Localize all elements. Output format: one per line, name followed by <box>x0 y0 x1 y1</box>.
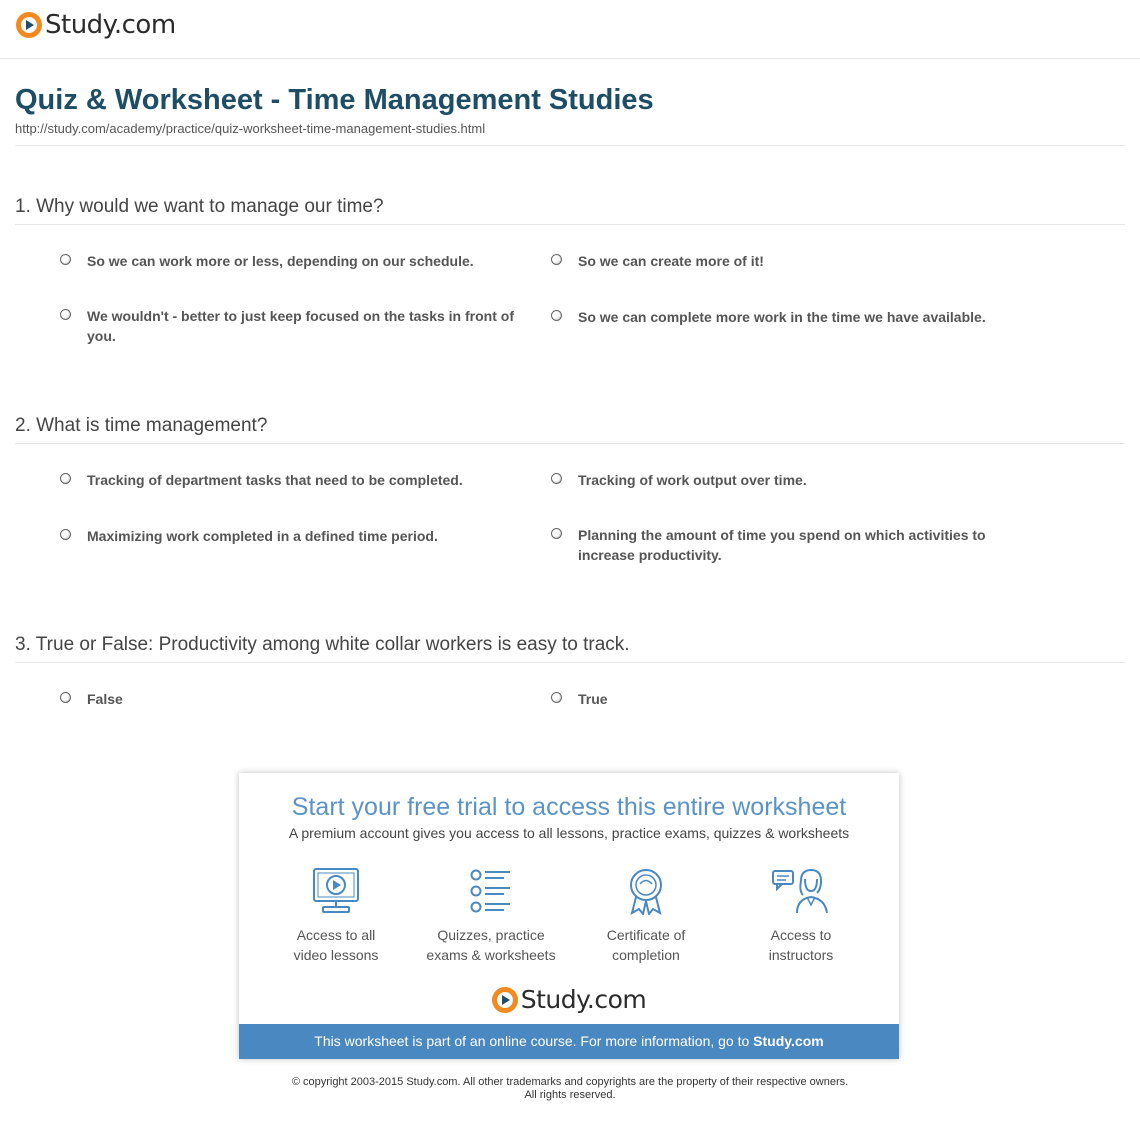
radio-button[interactable] <box>551 692 562 703</box>
quiz-list-icon <box>466 867 516 915</box>
header-divider <box>0 58 1140 59</box>
copyright-line1: © copyright 2003-2015 Study.com. All other trademarks and copyrights are the property of their respective owners. <box>291 1076 849 1088</box>
feature-label-line1: Certificate of <box>606 927 686 943</box>
title-divider <box>15 145 1125 146</box>
course-info-bar <box>239 1024 899 1059</box>
copyright-line2: All rights reserved. <box>524 1089 616 1101</box>
question-text: 3. True or False: Productivity among white collar workers is easy to track. <box>15 634 1125 663</box>
feature-label-line2: video lessons <box>293 947 379 963</box>
question-2 <box>15 415 1125 563</box>
answer-option[interactable] <box>551 470 1031 490</box>
feature-label-line1: Access to all <box>296 927 376 943</box>
answer-text: So we can work more or less, depending on our schedule. <box>87 253 474 269</box>
question-text: 2. What is time management? <box>15 415 1125 444</box>
logo-text: Study.com <box>45 10 176 40</box>
page-title: Quiz & Worksheet - Time Management Studies <box>15 84 654 116</box>
answer-option[interactable] <box>60 306 540 346</box>
course-info-text: This worksheet is part of an online course. For more information, go to <box>314 1033 750 1049</box>
promo-study-logo[interactable] <box>239 985 899 1014</box>
play-logo-icon <box>492 987 518 1013</box>
promo-subtitle: A premium account gives you access to all lessons, practice exams, quizzes & worksheets <box>288 825 850 841</box>
promo-logo-text: Study.com <box>520 985 647 1014</box>
instructor-chat-icon <box>771 867 831 915</box>
radio-button[interactable] <box>551 473 562 484</box>
radio-button[interactable] <box>551 310 562 321</box>
promo-title[interactable]: Start your free trial to access this entire worksheet <box>291 793 847 821</box>
answer-option[interactable] <box>60 470 540 490</box>
study-logo[interactable] <box>16 10 176 40</box>
radio-button[interactable] <box>60 692 71 703</box>
answer-option[interactable] <box>551 525 991 565</box>
study-link[interactable]: Study.com <box>753 1033 824 1049</box>
answer-text: Tracking of department tasks that need to be completed. <box>87 472 463 488</box>
radio-button[interactable] <box>60 254 71 265</box>
answer-text: We wouldn't - better to just keep focused on the tasks in front of you. <box>87 308 514 344</box>
answer-text: False <box>87 691 123 707</box>
feature-label-line1: Quizzes, practice <box>437 927 545 943</box>
answer-text: So we can create more of it! <box>578 253 764 269</box>
answer-text: Tracking of work output over time. <box>578 472 807 488</box>
answer-option[interactable] <box>551 251 1031 271</box>
feature-label-line2: instructors <box>768 947 834 963</box>
page-url: http://study.com/academy/practice/quiz-worksheet-time-management-studies.html <box>15 121 486 136</box>
feature-label-line2: exams & worksheets <box>426 947 556 963</box>
video-monitor-icon <box>311 867 361 915</box>
feature-label-line1: Access to <box>770 927 832 943</box>
answer-option[interactable] <box>60 689 540 709</box>
certificate-ribbon-icon <box>621 867 671 915</box>
feature-certificate <box>571 867 721 965</box>
answer-option[interactable] <box>551 689 1031 709</box>
answer-text: Planning the amount of time you spend on which activities to increase productivity. <box>578 527 986 563</box>
answer-text: True <box>578 691 608 707</box>
feature-quizzes <box>416 867 566 965</box>
question-1 <box>15 196 1125 344</box>
radio-button[interactable] <box>60 473 71 484</box>
radio-button[interactable] <box>551 254 562 265</box>
question-text: 1. Why would we want to manage our time? <box>15 196 1125 225</box>
answer-option[interactable] <box>60 251 540 271</box>
feature-instructors <box>726 867 876 965</box>
radio-button[interactable] <box>551 528 562 539</box>
feature-video-lessons <box>261 867 411 965</box>
free-trial-promo <box>239 773 899 1059</box>
question-3 <box>15 634 1125 707</box>
copyright <box>0 1076 1140 1102</box>
answer-text: So we can complete more work in the time we have available. <box>578 309 986 325</box>
feature-label-line2: completion <box>612 947 680 963</box>
play-logo-icon <box>16 12 42 38</box>
answer-option[interactable] <box>551 307 1031 327</box>
radio-button[interactable] <box>60 529 71 540</box>
answer-text: Maximizing work completed in a defined time period. <box>87 528 438 544</box>
radio-button[interactable] <box>60 309 71 320</box>
answer-option[interactable] <box>60 526 540 546</box>
